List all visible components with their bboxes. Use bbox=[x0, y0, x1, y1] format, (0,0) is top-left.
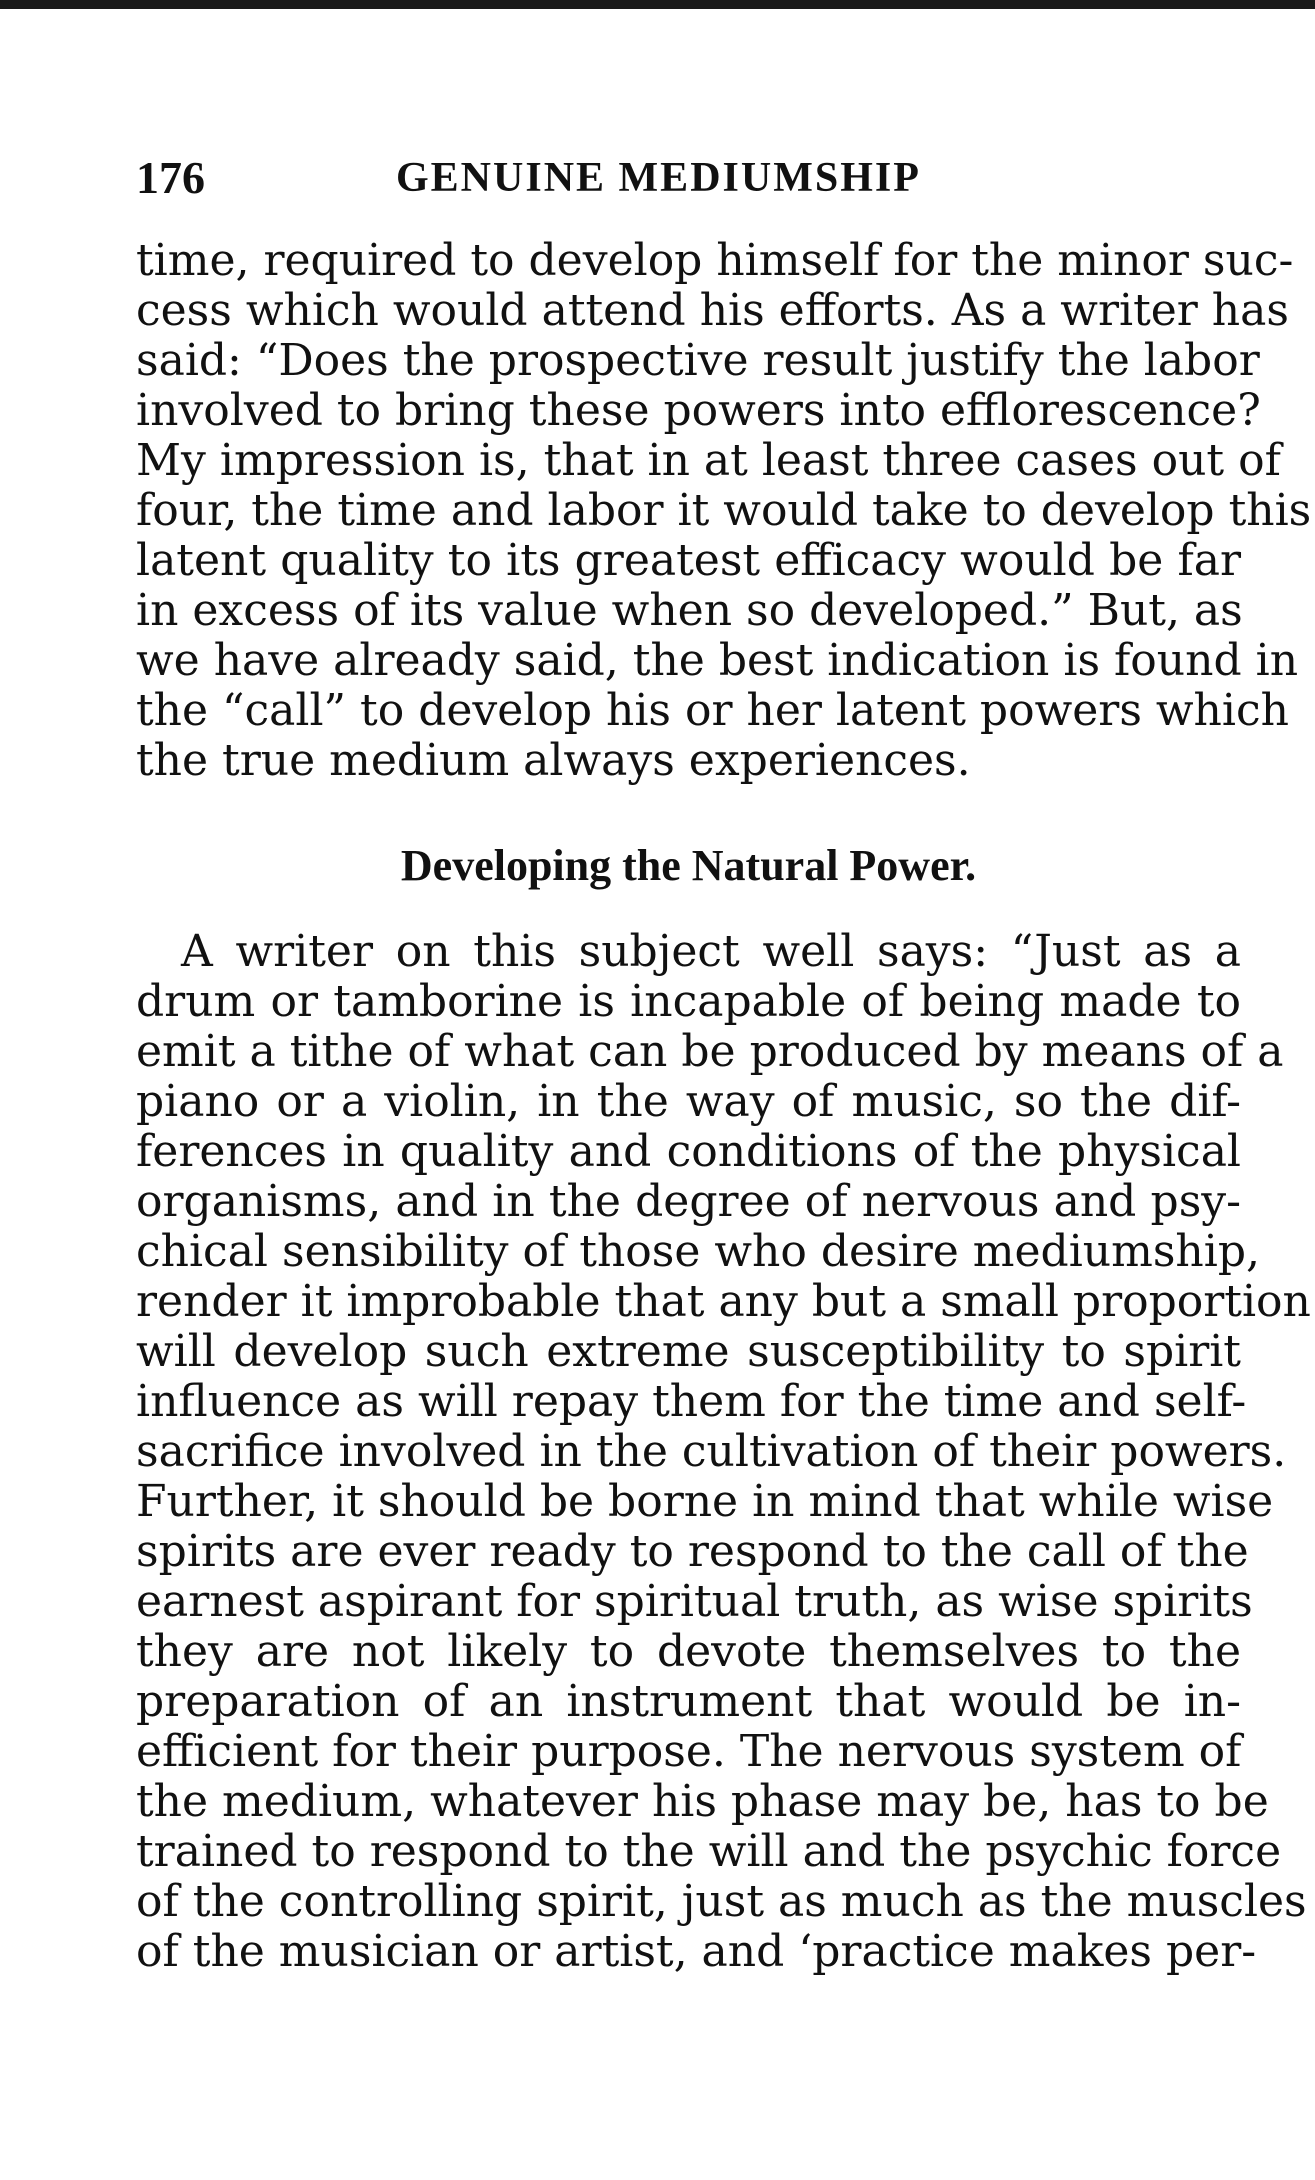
text-line: organisms, and in the degree of nervous and psy- bbox=[136, 1176, 1241, 1227]
text-line: earnest aspirant for spiritual truth, as wise spirits bbox=[136, 1576, 1253, 1627]
page-number: 176 bbox=[136, 152, 205, 203]
text-line: Further, it should be borne in mind that while wise bbox=[136, 1476, 1274, 1527]
text-line: sacrifice involved in the cultivation of their powers. bbox=[136, 1426, 1287, 1477]
paragraph-2 bbox=[136, 926, 1311, 1977]
text-line: said: “Does the prospective result justify the labor bbox=[136, 335, 1260, 386]
text-line: My impression is, that in at least three cases out of bbox=[136, 435, 1281, 486]
text-line: they are not likely to devote themselves to the bbox=[136, 1626, 1241, 1677]
text-line: time, required to develop himself for the minor suc- bbox=[136, 235, 1294, 286]
running-head: GENUINE MEDIUMSHIP bbox=[396, 155, 921, 201]
text-line: render it improbable that any but a small proportion bbox=[136, 1276, 1311, 1327]
text-line: chical sensibility of those who desire mediumship, bbox=[136, 1226, 1260, 1277]
text-line: the medium, whatever his phase may be, has to be bbox=[136, 1776, 1269, 1827]
text-line: spirits are ever ready to respond to the call of the bbox=[136, 1526, 1249, 1577]
text-line: efficient for their purpose. The nervous system of bbox=[136, 1726, 1242, 1777]
text-line: of the musician or artist, and ‘practice makes per- bbox=[136, 1926, 1257, 1977]
text-line: latent quality to its greatest efficacy would be far bbox=[136, 535, 1241, 586]
text-line: ferences in quality and conditions of the physical bbox=[136, 1126, 1241, 1177]
text-line: emit a tithe of what can be produced by means of a bbox=[136, 1026, 1284, 1077]
text-line: influence as will repay them for the time and self- bbox=[136, 1376, 1247, 1427]
text-line: in excess of its value when so developed.” But, as bbox=[136, 585, 1243, 636]
text-line: four, the time and labor it would take to develop this bbox=[136, 485, 1312, 536]
text-line: preparation of an instrument that would be in- bbox=[136, 1676, 1241, 1727]
text-line: A writer on this subject well says: “Just as a bbox=[181, 926, 1241, 977]
section-heading: Developing the Natural Power. bbox=[400, 841, 977, 890]
text-line: we have already said, the best indication is found in bbox=[136, 635, 1299, 686]
page-header bbox=[136, 148, 1241, 208]
text-line: involved to bring these powers into efflorescence? bbox=[136, 385, 1261, 436]
text-line: the true medium always experiences. bbox=[136, 735, 971, 786]
text-line: piano or a violin, in the way of music, so the dif- bbox=[136, 1076, 1241, 1127]
text-line: of the controlling spirit, just as much as the muscles bbox=[136, 1876, 1307, 1927]
text-line: cess which would attend his efforts. As a writer has bbox=[136, 285, 1289, 336]
text-line: the “call” to develop his or her latent powers which bbox=[136, 685, 1289, 736]
text-line: trained to respond to the will and the psychic force bbox=[136, 1826, 1282, 1877]
paragraph-1 bbox=[136, 235, 1312, 786]
text-line: will develop such extreme susceptibility to spirit bbox=[136, 1326, 1241, 1377]
text-line: drum or tamborine is incapable of being made to bbox=[136, 976, 1241, 1027]
page-top-edge bbox=[0, 0, 1315, 9]
